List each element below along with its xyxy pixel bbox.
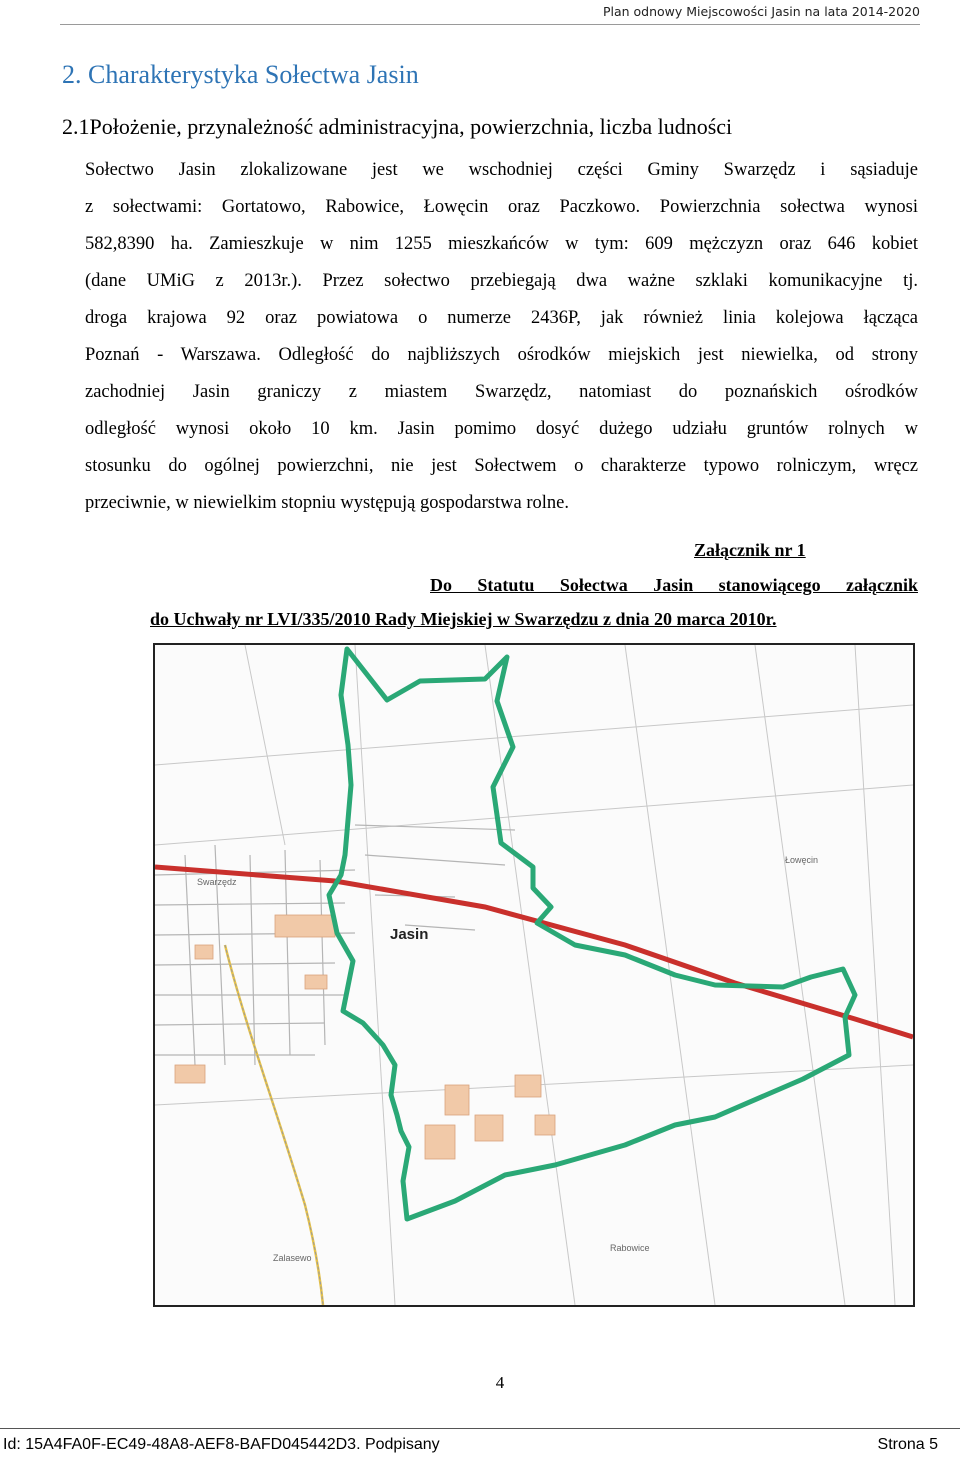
- map-image: [153, 643, 915, 1307]
- page-number: 4: [495, 1373, 505, 1392]
- annex-title: Załącznik nr 1: [694, 540, 806, 560]
- body-line: zachodniej Jasin graniczy z miastem Swarzędz, natomiast do poznańskich ośrodków: [85, 382, 918, 402]
- map-label-small: Zalasewo: [273, 1253, 312, 1263]
- body-line: stosunku do ogólnej powierzchni, nie jest Sołectwem o charakterze typowo rolniczym, wręcz: [85, 456, 918, 476]
- running-header: Plan odnowy Miejscowości Jasin na lata 2014-2020: [602, 4, 920, 19]
- footer-rule: [0, 1428, 960, 1429]
- map-label-small: Rabowice: [610, 1243, 650, 1253]
- body-line: droga krajowa 92 oraz powiatowa o numerze 2436P, jak również linia kolejowa łącząca: [85, 308, 918, 328]
- body-paragraph: [85, 152, 918, 522]
- annex-reference-line2: do Uchwały nr LVI/335/2010 Rady Miejskiej w Swarzędzu z dnia 20 marca 2010r.: [150, 609, 777, 629]
- footer-document-id: Id: 15A4FA0F-EC49-48A8-AEF8-BAFD045442D3. Podpisany: [3, 1436, 440, 1453]
- header-rule: [60, 24, 920, 25]
- body-line: z sołectwami: Gortatowo, Rabowice, Łowęcin oraz Paczkowo. Powierzchnia sołectwa wynosi: [85, 197, 918, 217]
- body-line: Sołectwo Jasin zlokalizowane jest we wschodniej części Gminy Swarzędz i sąsiaduje: [85, 160, 918, 180]
- body-line: 582,8390 ha. Zamieszkuje w nim 1255 mieszkańców w tym: 609 mężczyzn oraz 646 kobiet: [85, 234, 918, 254]
- section-title: 2. Charakterystyka Sołectwa Jasin: [62, 60, 419, 89]
- body-line: przeciwnie, w niewielkim stopniu występują gospodarstwa rolne.: [85, 493, 569, 513]
- map-label-small: Swarzędz: [197, 877, 237, 887]
- map-label-small: Łowęcin: [785, 855, 819, 865]
- body-line: (dane UMiG z 2013r.). Przez sołectwo przebiegają dwa ważne szklaki komunikacyjne tj.: [85, 271, 918, 291]
- map-svg: [155, 645, 913, 1305]
- subsection-title: 2.1Położenie, przynależność administracyjna, powierzchnia, liczba ludności: [62, 114, 733, 139]
- footer-page-label: Strona 5: [877, 1436, 938, 1453]
- body-line: Poznań - Warszawa. Odległość do najbliższych ośrodków miejskich jest niewielka, od strony: [85, 345, 918, 365]
- map-label-main: Jasin: [390, 926, 429, 943]
- body-line: odległość wynosi około 10 km. Jasin pomimo dosyć dużego udziału gruntów rolnych w: [85, 419, 918, 439]
- annex-reference-line1: Do Statutu Sołectwa Jasin stanowiącego załącznik: [430, 575, 918, 595]
